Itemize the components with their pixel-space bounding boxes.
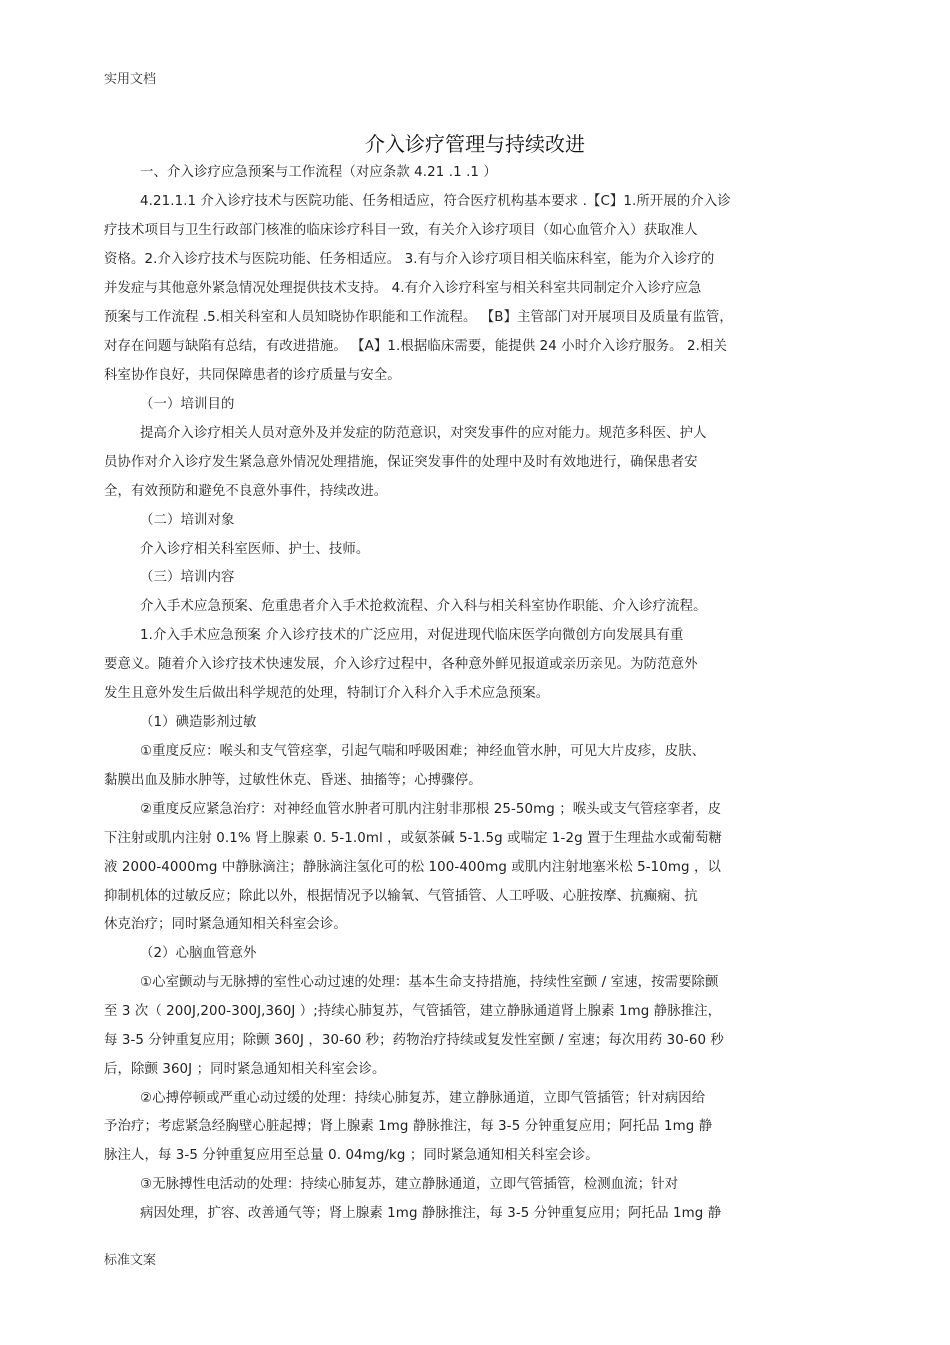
paragraph-line: 病因处理，扩容、改善通气等；肾上腺素 1mg 静脉推注，每 3-5 分钟重复应用；阿托品 1mg 静 [140, 1206, 722, 1221]
paragraph-line: 下注射或肌内注射 0.1% 肾上腺素 0. 5-1.0ml ，或氨茶碱 5-1.5g 或喘定 1-2g 置于生理盐水或葡萄糖 [104, 831, 722, 846]
section-heading: 一、介入诊疗应急预案与工作流程（对应条款 4.21 .1 .1 ） [140, 165, 497, 180]
paragraph-line: 科室协作良好，共同保障患者的诊疗质量与安全。 [104, 368, 401, 383]
subsection-heading: （一）培训目的 [140, 397, 235, 412]
page-footer: 标准文案 [104, 1253, 157, 1268]
subsection-heading: （三）培训内容 [140, 570, 235, 585]
paragraph-line: 每 3-5 分钟重复应用；除颤 360J ，30-60 秒；药物治疗持续或复发性室颤 / 室速；每次用药 30-60 秒 [104, 1033, 724, 1048]
paragraph-line: ③无脉搏性电活动的处理：持续心肺复苏，建立静脉通道，立即气管插管，检测血流；针对 [140, 1177, 679, 1192]
paragraph-line: 脉注人，每 3-5 分钟重复应用至总量 0. 04mg/kg ；同时紧急通知相关科室会诊。 [104, 1148, 599, 1163]
paragraph-line: 介入诊疗相关科室医师、护士、技师。 [140, 542, 370, 557]
paragraph-line: 4.21.1.1 介入诊疗技术与医院功能、任务相适应，符合医疗机构基本要求 .【C】1.所开展的介入诊 [140, 194, 731, 209]
paragraph-line: 休克治疗；同时紧急通知相关科室会诊。 [104, 917, 347, 932]
paragraph-line: 要意义。随着介入诊疗技术快速发展，介入诊疗过程中，各种意外鲜见报道或亲历亲见。为防范意外 [104, 657, 698, 672]
paragraph-line: ②心搏停顿或严重心动过缓的处理：持续心肺复苏，建立静脉通道，立即气管插管；针对病因给 [140, 1091, 706, 1106]
paragraph-line: 1.介入手术应急预案 介入诊疗技术的广泛应用，对促进现代临床医学向微创方向发展具有重 [140, 628, 684, 643]
paragraph-line: 提高介入诊疗相关人员对意外及并发症的防范意识，对突发事件的应对能力。规范多科医、护人 [140, 426, 707, 441]
item-heading: （2）心脑血管意外 [140, 946, 257, 961]
page-title: 介入诊疗管理与持续改进 [365, 132, 585, 156]
paragraph-line: ①重度反应：喉头和支气管痉挛，引起气喘和呼吸困难；神经血管水肿，可见大片皮疹，皮肤、 [140, 744, 706, 759]
paragraph-line: 并发症与其他意外紧急情况处理提供技术支持。 4.有介入诊疗科室与相关科室共同制定介入诊疗应急 [104, 281, 702, 296]
item-heading: （1）碘造影剂过敏 [140, 715, 257, 730]
paragraph-line: 全，有效预防和避免不良意外事件，持续改进。 [104, 484, 388, 499]
paragraph-line: 疗技术项目与卫生行政部门核准的临床诊疗科目一致，有关介入诊疗项目（如心血管介入）获取准人 [104, 223, 698, 238]
paragraph-line: 黏膜出血及肺水肿等，过敏性休克、昏迷、抽搐等；心搏骤停。 [104, 773, 482, 788]
paragraph-line: 至 3 次（ 200J,200-300J,360J ）;持续心肺复苏，气管插管，建立静脉通道肾上腺素 1mg 静脉推注， [104, 1004, 722, 1019]
paragraph-line: 后，除颤 360J ；同时紧急通知相关科室会诊。 [104, 1062, 386, 1077]
paragraph-line: 液 2000-4000mg 中静脉滴注；静脉滴注氢化可的松 100-400mg 或肌内注射地塞米松 5-10mg ，以 [104, 860, 721, 875]
paragraph-line: 抑制机体的过敏反应；除此以外，根据情况予以输氧、气管插管、人工呼吸、心脏按摩、抗癫痫、抗 [104, 889, 698, 904]
page-header: 实用文档 [104, 72, 157, 87]
paragraph-line: 员协作对介入诊疗发生紧急意外情况处理措施，保证突发事件的处理中及时有效地进行，确保患者安 [104, 455, 698, 470]
subsection-heading: （二）培训对象 [140, 513, 235, 528]
paragraph-line: 介入手术应急预案、危重患者介入手术抢救流程、介入科与相关科室协作职能、介入诊疗流程。 [140, 599, 707, 614]
paragraph-line: ①心室颤动与无脉搏的室性心动过速的处理：基本生命支持措施，持续性室颤 / 室速，按需要除颤 [140, 975, 719, 990]
paragraph-line: 资格。2.介入诊疗技术与医院功能、任务相适应。 3.有与介入诊疗项目相关临床科室，能为介入诊疗的 [104, 252, 715, 267]
paragraph-line: 予治疗；考虑紧急经胸壁心脏起搏；肾上腺素 1mg 静脉推注，每 3-5 分钟重复应用；阿托品 1mg 静 [104, 1119, 713, 1134]
paragraph-line: 对存在问题与缺陷有总结，有改进措施。 【A】1.根据临床需要，能提供 24 小时介入诊疗服务。 2.相关 [104, 339, 727, 354]
paragraph-line: 发生且意外发生后做出科学规范的处理，特制订介入科介入手术应急预案。 [104, 686, 550, 701]
paragraph-line: 预案与工作流程 .5.相关科室和人员知晓协作职能和工作流程。 【B】主管部门对开展项目及质量有监管， [104, 310, 733, 325]
paragraph-line: ②重度反应紧急治疗：对神经血管水肿者可肌内注射非那根 25-50mg ；喉头或支气管痉挛者，皮 [140, 802, 722, 817]
